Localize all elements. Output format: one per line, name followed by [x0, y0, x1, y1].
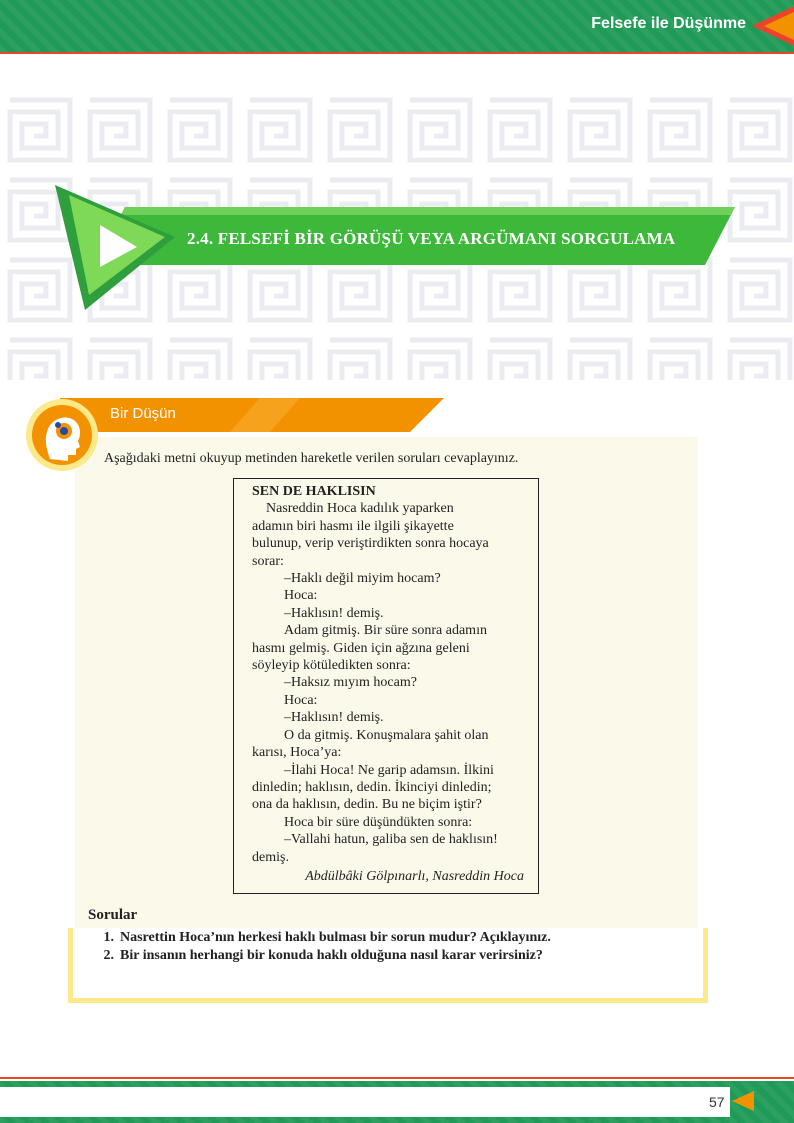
question-item: [88, 930, 688, 948]
footer-divider: [0, 1077, 794, 1079]
story-line: demiş.: [252, 849, 289, 865]
question-item: [88, 948, 688, 966]
header-divider: [0, 52, 794, 54]
story-line: Nasreddin Hoca kadılık yaparken: [266, 501, 454, 517]
book-title: Felsefe ile Düşünme: [591, 15, 746, 32]
story-line: ona da haklısın, dedin. Bu ne biçim iştir?: [252, 797, 482, 813]
page-number: 57: [709, 1094, 725, 1110]
story-box: [233, 478, 539, 894]
story-line: hasmı gelmiş. Giden için ağzına geleni: [252, 640, 470, 656]
story-line: –Vallahi hatun, galiba sen de haklısın!: [284, 832, 498, 848]
story-line: Hoca bir süre düşündükten sonra:: [284, 814, 473, 830]
story-line: Adam gitmiş. Bir süre sonra adamın: [284, 623, 487, 639]
footer-band: [0, 1087, 730, 1117]
story-line: Hoca:: [284, 692, 318, 708]
story-line: sorar:: [252, 553, 284, 569]
play-arrow-icon: [55, 185, 175, 310]
question-text: Nasrettin Hoca’nın herkesi haklı bulması bir sorun mudur? Açıklayınız.: [120, 930, 551, 945]
story-line: bulunup, verip veriştirdikten sonra hocaya: [252, 536, 489, 552]
story-line: –Haklı değil miyim hocam?: [284, 571, 441, 587]
questions-list: [88, 930, 688, 966]
questions-title: Sorular: [88, 907, 138, 923]
thinking-head-icon: [20, 397, 100, 473]
story-line: Hoca:: [284, 588, 318, 604]
question-number: 1.: [103, 930, 114, 945]
story-line: –Haksız mıyım hocam?: [284, 675, 417, 691]
section-banner: [55, 185, 745, 315]
story-line: –Haklısın! demiş.: [284, 710, 384, 726]
story-line: adamın biri hasmı ile ilgili şikayette: [252, 518, 454, 534]
activity-instruction: Aşağıdaki metni okuyup metinden hareketle verilen soruları cevaplayınız.: [104, 451, 519, 466]
question-text: Bir insanın herhangi bir konuda haklı olduğuna nasıl karar verirsiniz?: [120, 948, 543, 963]
story-line: O da gitmiş. Konuşmalara şahit olan: [284, 727, 489, 743]
story-line: söyleyip kötüledikten sonra:: [252, 658, 411, 674]
story-line: –İlahi Hoca! Ne garip adamsın. İlkini: [284, 762, 494, 778]
footer-arrow-icon: [732, 1091, 754, 1111]
story-line: –Haklısın! demiş.: [284, 605, 384, 621]
story-line: karısı, Hoca’ya:: [252, 745, 342, 761]
section-title: 2.4. FELSEFİ BİR GÖRÜŞÜ VEYA ARGÜMANI SORGULAMA: [187, 229, 676, 248]
activity-tab-label: Bir Düşün: [110, 405, 176, 422]
question-number: 2.: [103, 948, 114, 963]
story-attribution: Abdülbâki Gölpınarlı, Nasreddin Hoca: [305, 868, 524, 884]
story-title: SEN DE HAKLISIN: [252, 484, 376, 499]
story-line: dinledin; haklısın, dedin. İkinciyi dinledin;: [252, 779, 492, 795]
header-arrow-icon: [752, 6, 794, 46]
